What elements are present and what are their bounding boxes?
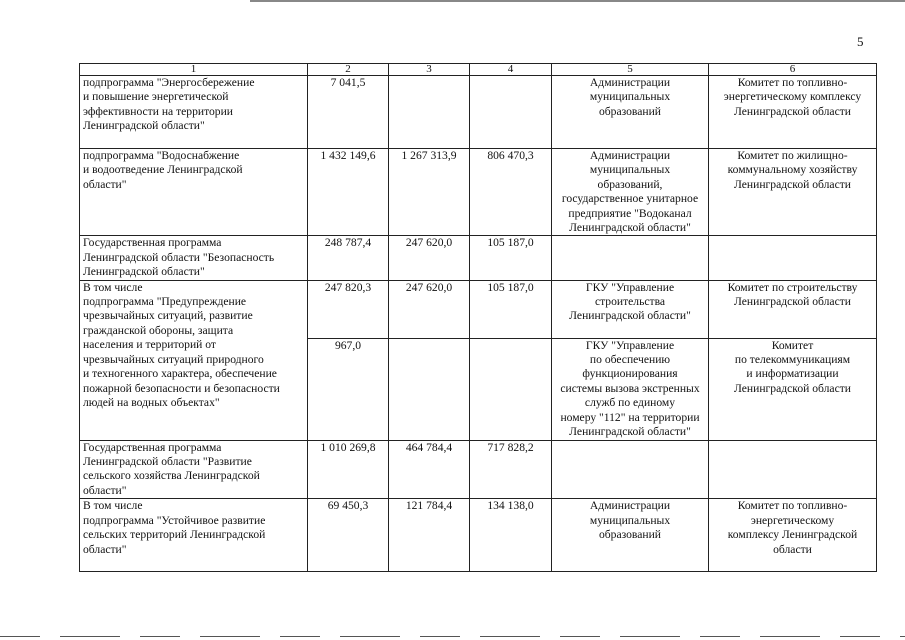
value-cell-4: 105 187,0 <box>470 236 552 280</box>
executor-cell: ГКУ "Управление по обеспечению функционирования системы вызова экстренных служб по единому номеру "112" на территории Ленинградской области" <box>552 338 709 440</box>
program-name-cell: Государственная программа Ленинградской области "Развитие сельского хозяйства Ленинградской области" <box>80 440 308 499</box>
table-row <box>80 76 877 149</box>
value-cell-3 <box>389 338 470 440</box>
table-row <box>80 280 877 338</box>
column-header-5: 5 <box>552 64 709 76</box>
executor-cell: ГКУ "Управление строительства Ленинградской области" <box>552 280 709 338</box>
column-header-3: 3 <box>389 64 470 76</box>
program-name-cell: Государственная программа Ленинградской области "Безопасность Ленинградской области" <box>80 236 308 280</box>
executor-cell: Администрации муниципальных образований, государственное унитарное предприятие "Водоканал Ленинградской области" <box>552 149 709 236</box>
value-cell-3: 464 784,4 <box>389 440 470 499</box>
responsible-cell: Комитет по телекоммуникациям и информатизации Ленинградской области <box>709 338 877 440</box>
value-cell-3: 1 267 313,9 <box>389 149 470 236</box>
subprogram-name: подпрограмма "Предупреждение чрезвычайных ситуаций, развитие гражданской обороны, защита населения и территорий от чрезвычайных ситуаций природного и техногенного характера, обеспечение пожарной безопасности и безопасности людей на водных объектах" <box>83 295 280 409</box>
subprogram-intro: В том числе <box>83 280 143 294</box>
table-row <box>80 499 877 572</box>
value-cell-3: 247 620,0 <box>389 236 470 280</box>
responsible-cell: Комитет по топливно- энергетическому комплексу Ленинградской области <box>709 499 877 572</box>
value-cell-4: 806 470,3 <box>470 149 552 236</box>
column-header-2: 2 <box>308 64 389 76</box>
column-header-4: 4 <box>470 64 552 76</box>
value-cell-2: 1 010 269,8 <box>308 440 389 499</box>
table-row <box>80 440 877 499</box>
responsible-cell <box>709 440 877 499</box>
program-name-cell: подпрограмма "Водоснабжение и водоотведение Ленинградской области" <box>80 149 308 236</box>
responsible-cell: Комитет по топливно- энергетическому комплексу Ленинградской области <box>709 76 877 149</box>
program-name-cell: В том числе подпрограмма "Устойчивое развитие сельских территорий Ленинградской области" <box>80 499 308 572</box>
program-table <box>79 63 877 572</box>
page-number: 5 <box>857 34 864 49</box>
executor-cell <box>552 440 709 499</box>
value-cell-2: 1 432 149,6 <box>308 149 389 236</box>
table-row <box>80 149 877 236</box>
executor-cell <box>552 236 709 280</box>
value-cell-2: 7 041,5 <box>308 76 389 149</box>
column-header-6: 6 <box>709 64 877 76</box>
responsible-cell: Комитет по жилищно- коммунальному хозяйству Ленинградской области <box>709 149 877 236</box>
value-cell-2: 967,0 <box>308 338 389 440</box>
value-cell-4: 105 187,0 <box>470 280 552 338</box>
value-cell-2: 247 820,3 <box>308 280 389 338</box>
program-name-cell: подпрограмма "Энергосбережение и повышение энергетической эффективности на территории Ленинградской области" <box>80 76 308 149</box>
value-cell-4: 134 138,0 <box>470 499 552 572</box>
executor-cell: Администрации муниципальных образований <box>552 499 709 572</box>
responsible-cell: Комитет по строительству Ленинградской области <box>709 280 877 338</box>
scan-edge-top <box>0 0 905 2</box>
column-header-1: 1 <box>80 64 308 76</box>
table-header-row <box>80 64 877 76</box>
scan-edge-bottom <box>0 636 905 637</box>
value-cell-3: 247 620,0 <box>389 280 470 338</box>
value-cell-3 <box>389 76 470 149</box>
value-cell-4: 717 828,2 <box>470 440 552 499</box>
value-cell-4 <box>470 338 552 440</box>
value-cell-2: 248 787,4 <box>308 236 389 280</box>
program-name-cell <box>80 280 308 440</box>
value-cell-4 <box>470 76 552 149</box>
executor-cell: Администрации муниципальных образований <box>552 76 709 149</box>
value-cell-3: 121 784,4 <box>389 499 470 572</box>
value-cell-2: 69 450,3 <box>308 499 389 572</box>
responsible-cell <box>709 236 877 280</box>
table-row <box>80 236 877 280</box>
